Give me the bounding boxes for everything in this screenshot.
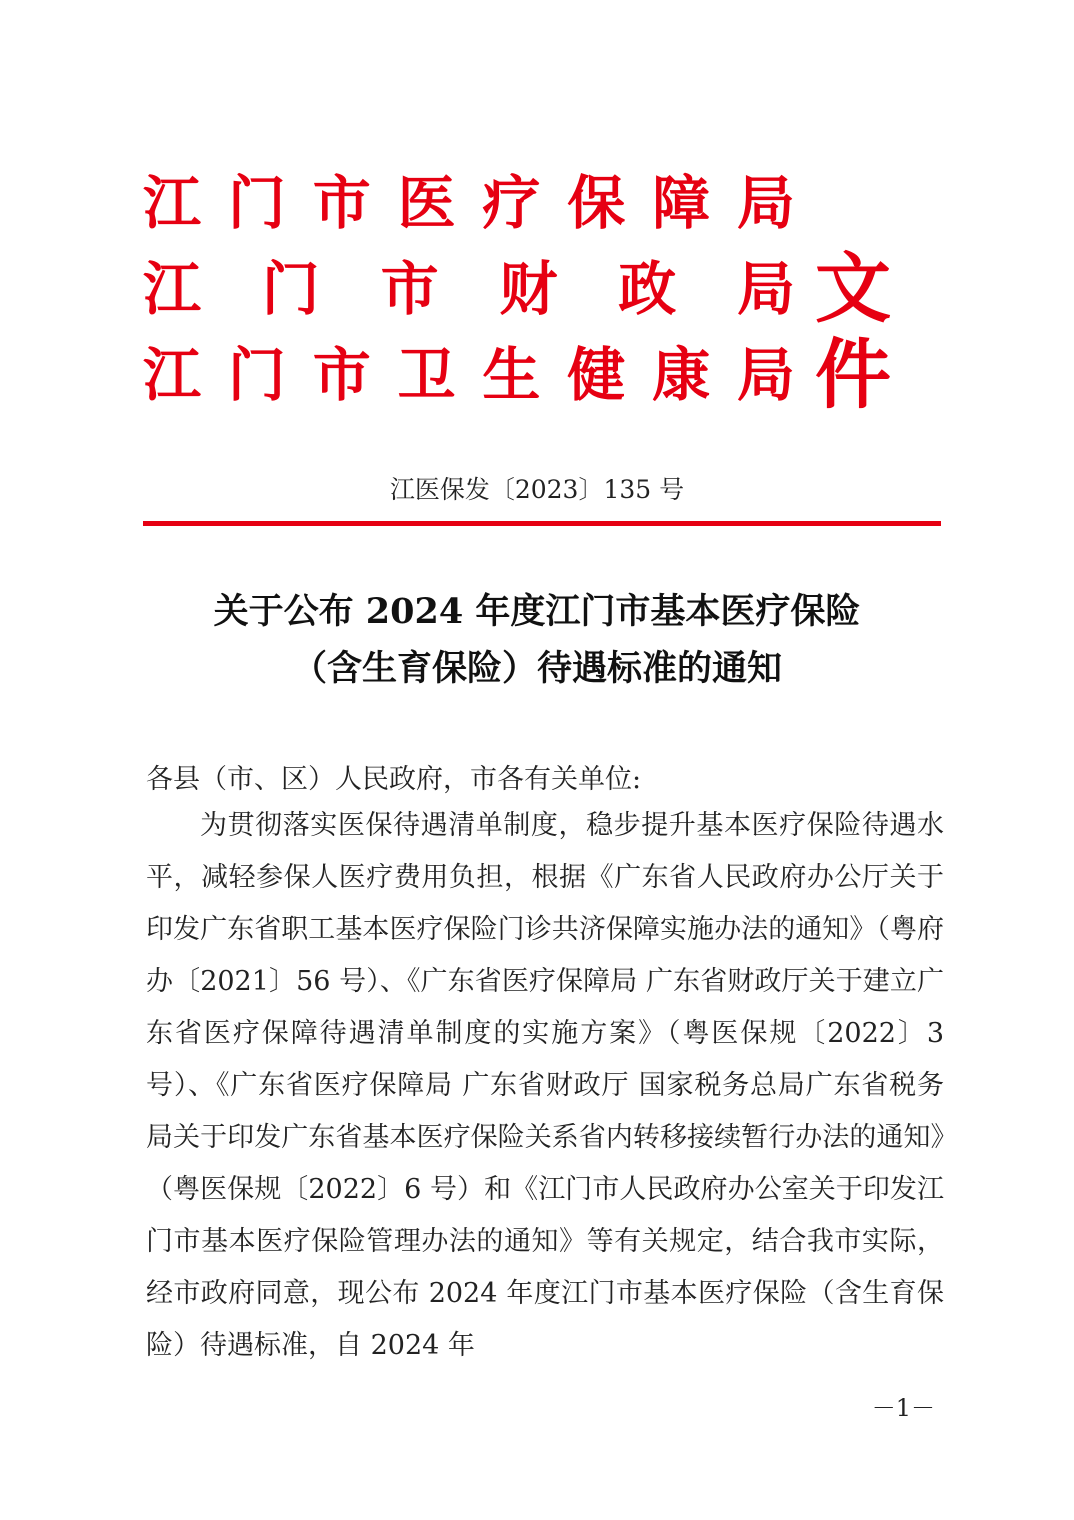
title-line-1: 关于公布 2024 年度江门市基本医疗保险 bbox=[213, 591, 861, 632]
issuer-char: 生 bbox=[482, 341, 541, 409]
page-number: －1－ bbox=[871, 1394, 935, 1422]
issuer-char: 保 bbox=[567, 169, 626, 237]
issuer-char: 局 bbox=[736, 169, 795, 237]
issuer-char: 障 bbox=[652, 169, 711, 237]
issuer-char: 政 bbox=[618, 255, 677, 323]
issuer-char: 财 bbox=[499, 255, 558, 323]
document-title bbox=[0, 583, 1074, 697]
issuer-health-bureau bbox=[143, 332, 795, 418]
issuer-finance-bureau bbox=[143, 246, 795, 332]
issuer-char: 疗 bbox=[482, 169, 541, 237]
issuer-char: 门 bbox=[227, 169, 286, 237]
issuer-char: 门 bbox=[261, 255, 320, 323]
issuer-char: 健 bbox=[567, 341, 626, 409]
issuing-authority-header bbox=[143, 160, 943, 422]
issuer-char: 市 bbox=[312, 341, 371, 409]
red-divider-line bbox=[143, 521, 941, 526]
issuer-medical-security-bureau bbox=[143, 160, 795, 246]
body-text bbox=[146, 800, 944, 1372]
issuer-char: 局 bbox=[736, 255, 795, 323]
body-paragraph: 为贯彻落实医保待遇清单制度，稳步提升基本医疗保险待遇水平，减轻参保人医疗费用负担，根据《广东省人民政府办公厅关于印发广东省职工基本医疗保险门诊共济保障实施办法的通知》（粤府办〔2021〕56 号）、《广东省医疗保障局 广东省财政厅关于建立广东省医疗保障待遇清单制度的实施方案》（粤医保规〔2022〕3 号）、《广东省医疗保障局 广东省财政厅 国家税务总局广东省税务局关于印发广东省基本医疗保险关系省内转移接续暂行办法的通知》（粤医保规〔2022〕6 号）和《江门市人民政府办公室关于印发江门市基本医疗保险管理办法的通知》等有关规定，结合我市实际，经市政府同意，现公布 2024 年度江门市基本医疗保险（含生育保险）待遇标准，自 2024 年 bbox=[146, 810, 944, 1361]
issuer-char: 门 bbox=[227, 341, 286, 409]
issuer-char: 市 bbox=[312, 169, 371, 237]
issuer-char: 医 bbox=[397, 169, 456, 237]
issuer-char: 卫 bbox=[397, 341, 456, 409]
issuer-char: 江 bbox=[143, 341, 202, 409]
document-suffix: 文件 bbox=[815, 244, 893, 419]
issuer-char: 江 bbox=[143, 169, 202, 237]
title-line-2: （含生育保险）待遇标准的通知 bbox=[291, 648, 782, 689]
document-number: 江医保发〔2023〕135 号 bbox=[389, 475, 685, 504]
issuer-char: 江 bbox=[143, 255, 202, 323]
issuer-char: 康 bbox=[652, 341, 711, 409]
salutation: 各县（市、区）人民政府，市各有关单位: bbox=[146, 764, 642, 795]
issuer-char: 市 bbox=[380, 255, 439, 323]
issuer-char: 局 bbox=[736, 341, 795, 409]
